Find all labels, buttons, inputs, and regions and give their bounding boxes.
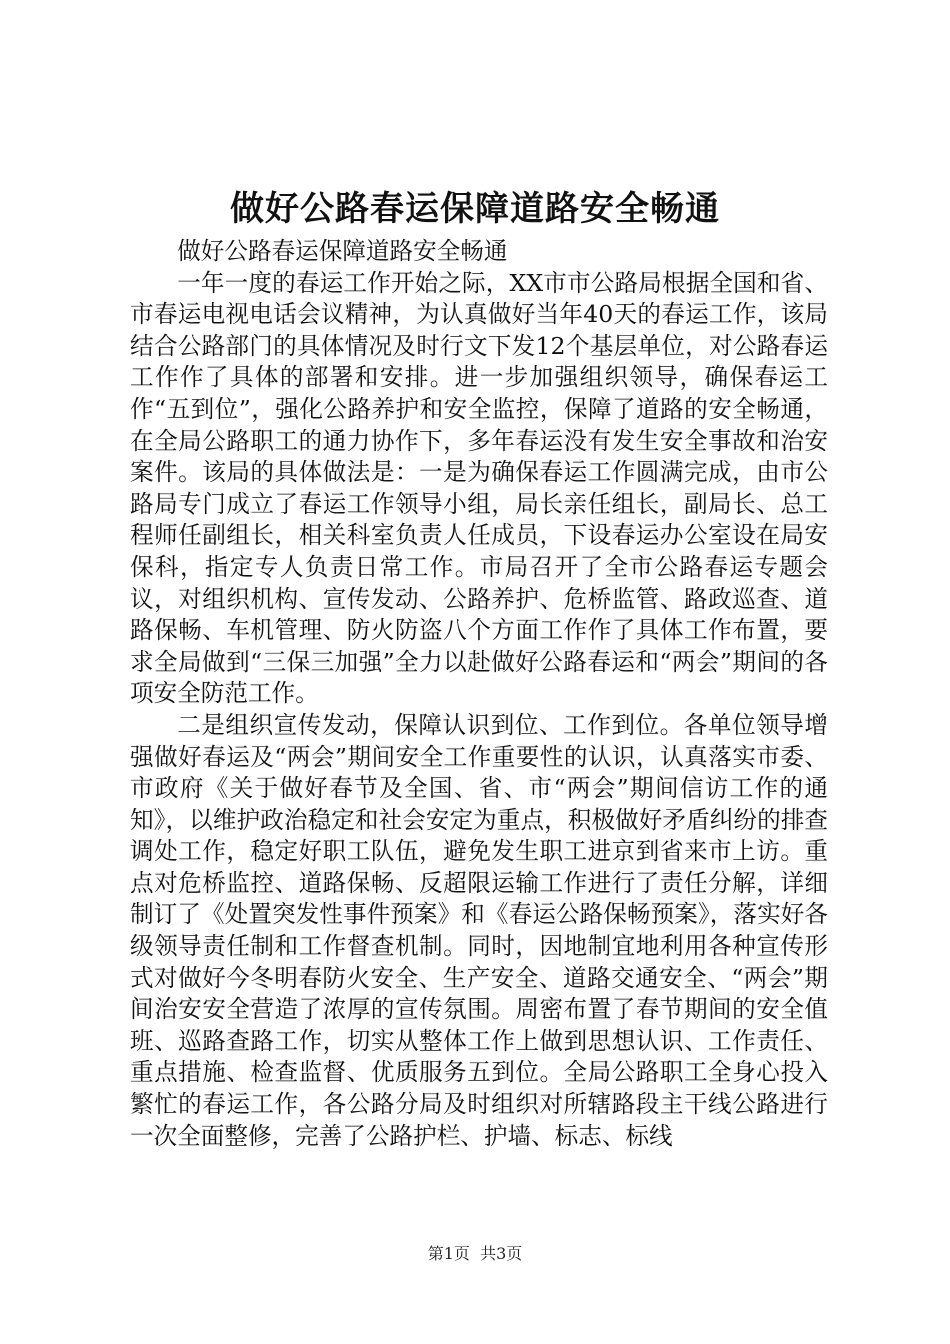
page-footer xyxy=(0,1243,950,1265)
page-total: 共3页 xyxy=(480,1244,523,1263)
document-body xyxy=(130,236,828,1152)
paragraph-1: 一年一度的春运工作开始之际，XX市市公路局根据全国和省、市春运电视电话会议精神，为认真做好当年40天的春运工作，该局结合公路部门的具体情况及时行文下发12个基层单位，对公路春运工作作了具体的部署和安排。进一步加强组织领导，确保春运工作“五到位”，强化公路养护和安全监控，保障了道路的安全畅通，在全局公路职工的通力协作下，多年春运没有发生安全事故和治安案件。该局的具体做法是：一是为确保春运工作圆满完成，由市公路局专门成立了春运工作领导小组，局长亲任组长，副局长、总工程师任副组长，相关科室负责人任成员，下设春运办公室设在局安保科，指定专人负责日常工作。市局召开了全市公路春运专题会议，对组织机构、宣传发动、公路养护、危桥监管、路政巡查、道路保畅、车机管理、防火防盗八个方面工作作了具体工作布置，要求全局做到“三保三加强”全力以赴做好公路春运和“两会”期间的各项安全防范工作。 xyxy=(130,268,828,708)
page-number: 第1页 xyxy=(427,1244,470,1263)
paragraph-2: 二是组织宣传发动，保障认识到位、工作到位。各单位领导增强做好春运及“两会”期间安全工作重要性的认识，认真落实市委、市政府《关于做好春节及全国、省、市“两会”期间信访工作的通知》，以维护政治稳定和社会安定为重点，积极做好矛盾纠纷的排查调处工作，稳定好职工队伍，避免发生职工进京到省来市上访。重点对危桥监控、道路保畅、反超限运输工作进行了责任分解，详细制订了《处置突发性事件预案》和《春运公路保畅预案》，落实好各级领导责任制和工作督查机制。同时，因地制宜地利用各种宣传形式对做好今冬明春防火安全、生产安全、道路交通安全、“两会”期间治安安全营造了浓厚的宣传氛围。周密布置了春节期间的安全值班、巡路查路工作，切实从整体工作上做到思想认识、工作责任、重点措施、检查监督、优质服务五到位。全局公路职工全身心投入繁忙的春运工作，各公路分局及时组织对所辖路段主干线公路进行一次全面整修，完善了公路护栏、护墙、标志、标线 xyxy=(130,710,828,1150)
paragraph-subtitle: 做好公路春运保障道路安全畅通 xyxy=(177,237,508,265)
document-title: 做好公路春运保障道路安全畅通 xyxy=(230,189,720,229)
